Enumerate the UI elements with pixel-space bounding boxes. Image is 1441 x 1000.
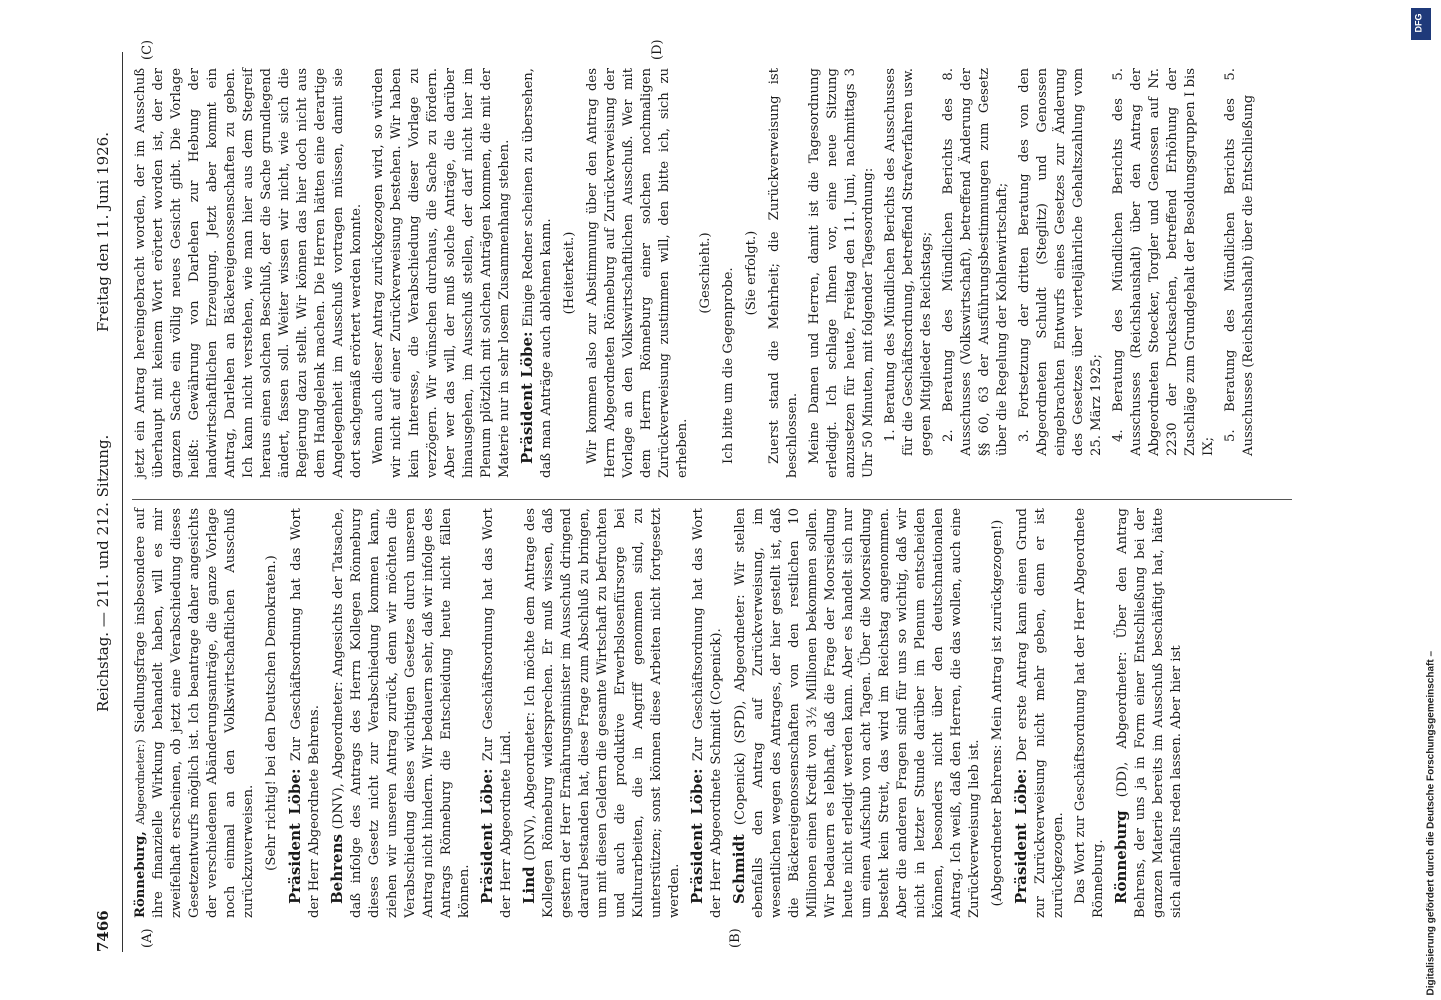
left-column bbox=[132, 508, 1292, 918]
agenda-item: 5. Beratung des Mündlichen Berichts des 5. Ausschusses (Reichshaushalt) über die Entschließung bbox=[1223, 68, 1256, 456]
paragraph-text: Wenn auch dieser Antrag zurückgezogen wird, so würden wir nicht auf einer Zurückverweisung bestehen. Wir haben kein Interesse, die Verabschiedung dieser Vorlage zu verzögern. Wir wünschen durchaus, die Sache zu fördern. Aber wer das will, der muß solche Anträge, die darüber hinausgehen, im Ausschuß stellen, der darf nicht hier im Plenum plötzlich mit solchen Anträgen kommen, die mit der Materie nur in sehr losem Zusammenhang stehen. bbox=[371, 68, 512, 478]
paragraph bbox=[478, 508, 516, 918]
interjection: (Heiterkeit.) bbox=[562, 231, 577, 315]
paragraph-text: jetzt ein Antrag hereingebracht worden, der im Ausschuß überhaupt mit keinem Wort erörtert worden ist, der der ganzen Sache ein völlig neues Gesicht gibt. Die Vorlage heißt: Gewährung von Darlehen zur Hebung der landwirtschaftlichen Erzeugung. Jetzt aber kommt ein Antrag, Darlehen an Bäckereigenossenschaften zu geben. Ich kann nicht verstehen, wie man hier aus dem Stegreif heraus einen solchen Beschluß, der die Sache grundlegend ändert, fassen soll. Weiter wissen wir nicht, wie sich die Regierung dazu stellt. Wir können das hier doch nicht aus dem Handgelenk machen. Die Herren hätten eine derartige Angelegenheit im Ausschuß vortragen müssen, damit sie dort sachgemäß erörtert werden konnte. bbox=[133, 68, 364, 478]
speaker-name: Lind bbox=[520, 866, 538, 904]
running-header bbox=[88, 52, 123, 952]
paragraph-text: Ich bitte um die Gegenprobe. bbox=[721, 267, 736, 464]
paragraph-text: (DNV), Abgeordneter: Ich möchte dem Antrage des Kollegen Rönneburg widersprechen. Er muß wissen, daß gestern der Herr Ernährungsminister im Ausschuß dringend darauf bestanden hat, diese Frage zum Abschluß zu bringen, um mit diesen Geldern die gesamte Wirtschaft zu befruchten und auch die produktive Erwerbslosenfürsorge bei Kulturarbeiten, die in Angriff genommen sind, zu unterstützen; sonst können diese Arbeiten nicht fortgesetzt werden. bbox=[523, 508, 682, 918]
interjection: (Sehr richtig! bei den Deutschen Demokraten.) bbox=[264, 555, 279, 871]
paragraph bbox=[1012, 508, 1068, 918]
paragraph-text: (Copenick) (SPD), Abgeordneter: Wir stellen ebenfalls den Antrag auf Zurückverweisung, im wesentlichen wegen des Antrages, der hier gestellt ist, daß die Bäckereigenossenschaften von den restlichen 10 Millionen einen Kredit von 3½ Millionen bekommen sollen. Wir bedauern es lebhaft, daß die Frage der Moorsiedlung heute nicht erledigt werden kann. Aber es handelt sich nur um einen Aufschub von acht Tagen. Über die Moorsiedlung besteht kein Streit, das wird im Reichstag angenommen. Aber die anderen Fragen sind für uns so wichtig, daß wir nicht in letzter Stunde darüber im Plenum entscheiden können, besonders nicht über den deutschnationalen Antrag. Ich weiß, daß den Herren, die das wollen, auch eine Zurückverweisung lieb ist. bbox=[733, 508, 982, 918]
speaker-name: Präsident Löbe: bbox=[478, 768, 496, 904]
column-rule bbox=[132, 499, 1292, 500]
margin-mark-c: (C) bbox=[140, 39, 155, 60]
paragraph bbox=[520, 508, 684, 918]
paragraph-text: (DD), Abgeordneter: Über den Antrag Behrens, der uns ja in Form einer Entschließung bei der ganzen Materie bereits im Ausschuß beschäftigt hat, hätte sich allenfalls reden lassen. Aber hier ist bbox=[1115, 508, 1184, 918]
paragraph bbox=[688, 508, 726, 918]
speaker-name: Rönneburg, bbox=[133, 831, 148, 918]
paragraph bbox=[328, 508, 474, 918]
paragraph-text: Der erste Antrag kann einen Grund zur Zurückverweisung nicht mehr geben, denn er ist zurückgezogen. bbox=[1015, 508, 1066, 918]
agenda-item: 1. Beratung des Mündlichen Berichts des Ausschusses für die Geschäftsordnung, betreffend Strafverfahren usw. gegen Mitglieder des Reichstags; bbox=[883, 68, 934, 456]
agenda-item: 4. Beratung des Mündlichen Berichts des 5. Ausschusses (Reichshaushalt) über den Antrag der Abgeordneten Stoecker, Torgler und Genossen auf Nr. 2230 der Drucksachen, betreffend Erhöhung der Zuschläge zum Grundgehalt der Besoldungsgruppen I bis IX; bbox=[1111, 68, 1216, 456]
speaker-role: Abgeordneter:) bbox=[134, 739, 147, 825]
speaker-name: Schmidt bbox=[730, 834, 748, 904]
interjection: (Geschieht.) bbox=[698, 232, 713, 314]
session-title: Reichstag. — 211. und 212. Sitzung. bbox=[94, 434, 112, 712]
paragraph-text: Wir kommen also zur Abstimmung über den Antrag des Herrn Abgeordneten Rönneburg auf Zurückverweisung der Vorlage an den Volkswirtschaftlichen Ausschuß. Wer mit dem Herrn Rönneburg einer solchen nochmaligen Zurückverweisung zustimmen will, den bitte ich, sich zu erheben. bbox=[585, 68, 690, 478]
speaker-name: Präsident Löbe: bbox=[286, 768, 304, 904]
margin-mark-a: (A) bbox=[140, 928, 155, 948]
session-date: Freitag den 11. Juni 1926. bbox=[94, 132, 112, 332]
speaker-name: Präsident Löbe: bbox=[1012, 768, 1030, 904]
speaker-name: Behrens bbox=[328, 834, 346, 904]
paragraph bbox=[132, 508, 258, 918]
paragraph-text: (DNV), Abgeordneter: Angesichts der Tatsache, daß infolge des Antrags des Herrn Kollegen Rönneburg dieses Gesetz nicht zur Verabschiedung kommen kann, ziehen wir unseren Antrag zurück, denn wir möchten die Verabschiedung dieses wichtigen Gesetzes durch unseren Antrag nicht hindern. Wir bedauern sehr, daß wir infolge des Antrags Rönneburg die Entscheidung heute nicht fällen können. bbox=[331, 508, 472, 918]
paragraph bbox=[286, 508, 324, 918]
paragraph-text: Zuerst stand die Mehrheit; die Zurückverweisung ist beschlossen. bbox=[767, 68, 800, 478]
agenda-item: 2. Beratung des Mündlichen Berichts des 8. Ausschusses (Volkswirtschaft), betreffend Änderung der §§ 60, 63 der Ausführungsbestimmungen zum Gesetz über die Regelung der Kohlenwirtschaft; bbox=[941, 68, 1010, 456]
paragraph-text: Zur Geschäftsordnung hat das Wort der Herr Abgeordnete Schmidt (Copenick). bbox=[691, 508, 724, 918]
digitization-footer bbox=[1413, 0, 1441, 1000]
speaker-name: Rönneburg bbox=[1112, 810, 1130, 904]
footer-text: Digitalisierung gefördert durch die Deutsche Forschungsgemeinschaft – bbox=[1425, 650, 1437, 996]
page-number: 7466 bbox=[94, 910, 112, 952]
paragraph bbox=[730, 508, 984, 918]
paragraph-text: Siedlungsfrage insbesondere auf ihre finanzielle Wirkung behandelt haben, will es mir zweifelhaft erscheinen, ob jetzt eine Verabschiedung dieses Gesetzentwurfs möglich ist. Ich beantrage daher angesichts der verschiedenen Abänderungsanträge, die ganze Vorlage noch einmal an den Volkswirtschaftlichen Ausschuß zurückzuverweisen. bbox=[133, 508, 256, 918]
paragraph-text: Das Wort zur Geschäftsordnung hat der Herr Abgeordnete Rönneburg. bbox=[1073, 508, 1106, 918]
paragraph-text: Zur Geschäftsordnung hat das Wort der Herr Abgeordnete Behrens. bbox=[289, 508, 322, 918]
interjection: (Abgeordneter Behrens: Mein Antrag ist zurückgezogen!) bbox=[990, 519, 1005, 907]
dfg-logo-text: DFG bbox=[1413, 13, 1424, 33]
margin-mark-b: (B) bbox=[728, 928, 743, 948]
paragraph-text: Einige Redner scheinen zu übersehen, daß man Anträge auch ablehnen kann. bbox=[521, 68, 554, 478]
paragraph bbox=[1112, 508, 1186, 918]
agenda-item: 3. Fortsetzung der dritten Beratung des von den Abgeordneten Schuldt (Steglitz) und Genossen eingebrachten Entwurfs eines Gesetzes zur Änderung des Gesetzes über vierteljährliche Gehaltszahlung vom 25. März 1925; bbox=[1017, 68, 1104, 456]
paragraph-text: Meine Damen und Herren, damit ist die Tagesordnung erledigt. Ich schlage Ihnen vor, eine neue Sitzung anzusetzen für heute, Freitag den 11. Juni, nachmittags 3 Uhr 50 Minuten, mit folgender Tagesordnung: bbox=[807, 68, 876, 478]
right-column bbox=[132, 68, 1292, 478]
paragraph bbox=[518, 68, 556, 478]
margin-mark-d: (D) bbox=[650, 39, 665, 60]
speaker-name: Präsident Löbe: bbox=[688, 768, 706, 904]
interjection: (Sie erfolgt.) bbox=[744, 230, 759, 316]
paragraph-text: Zur Geschäftsordnung hat das Wort der Herr Abgeordnete Lind. bbox=[481, 508, 514, 918]
speaker-name: Präsident Löbe: bbox=[518, 331, 536, 464]
